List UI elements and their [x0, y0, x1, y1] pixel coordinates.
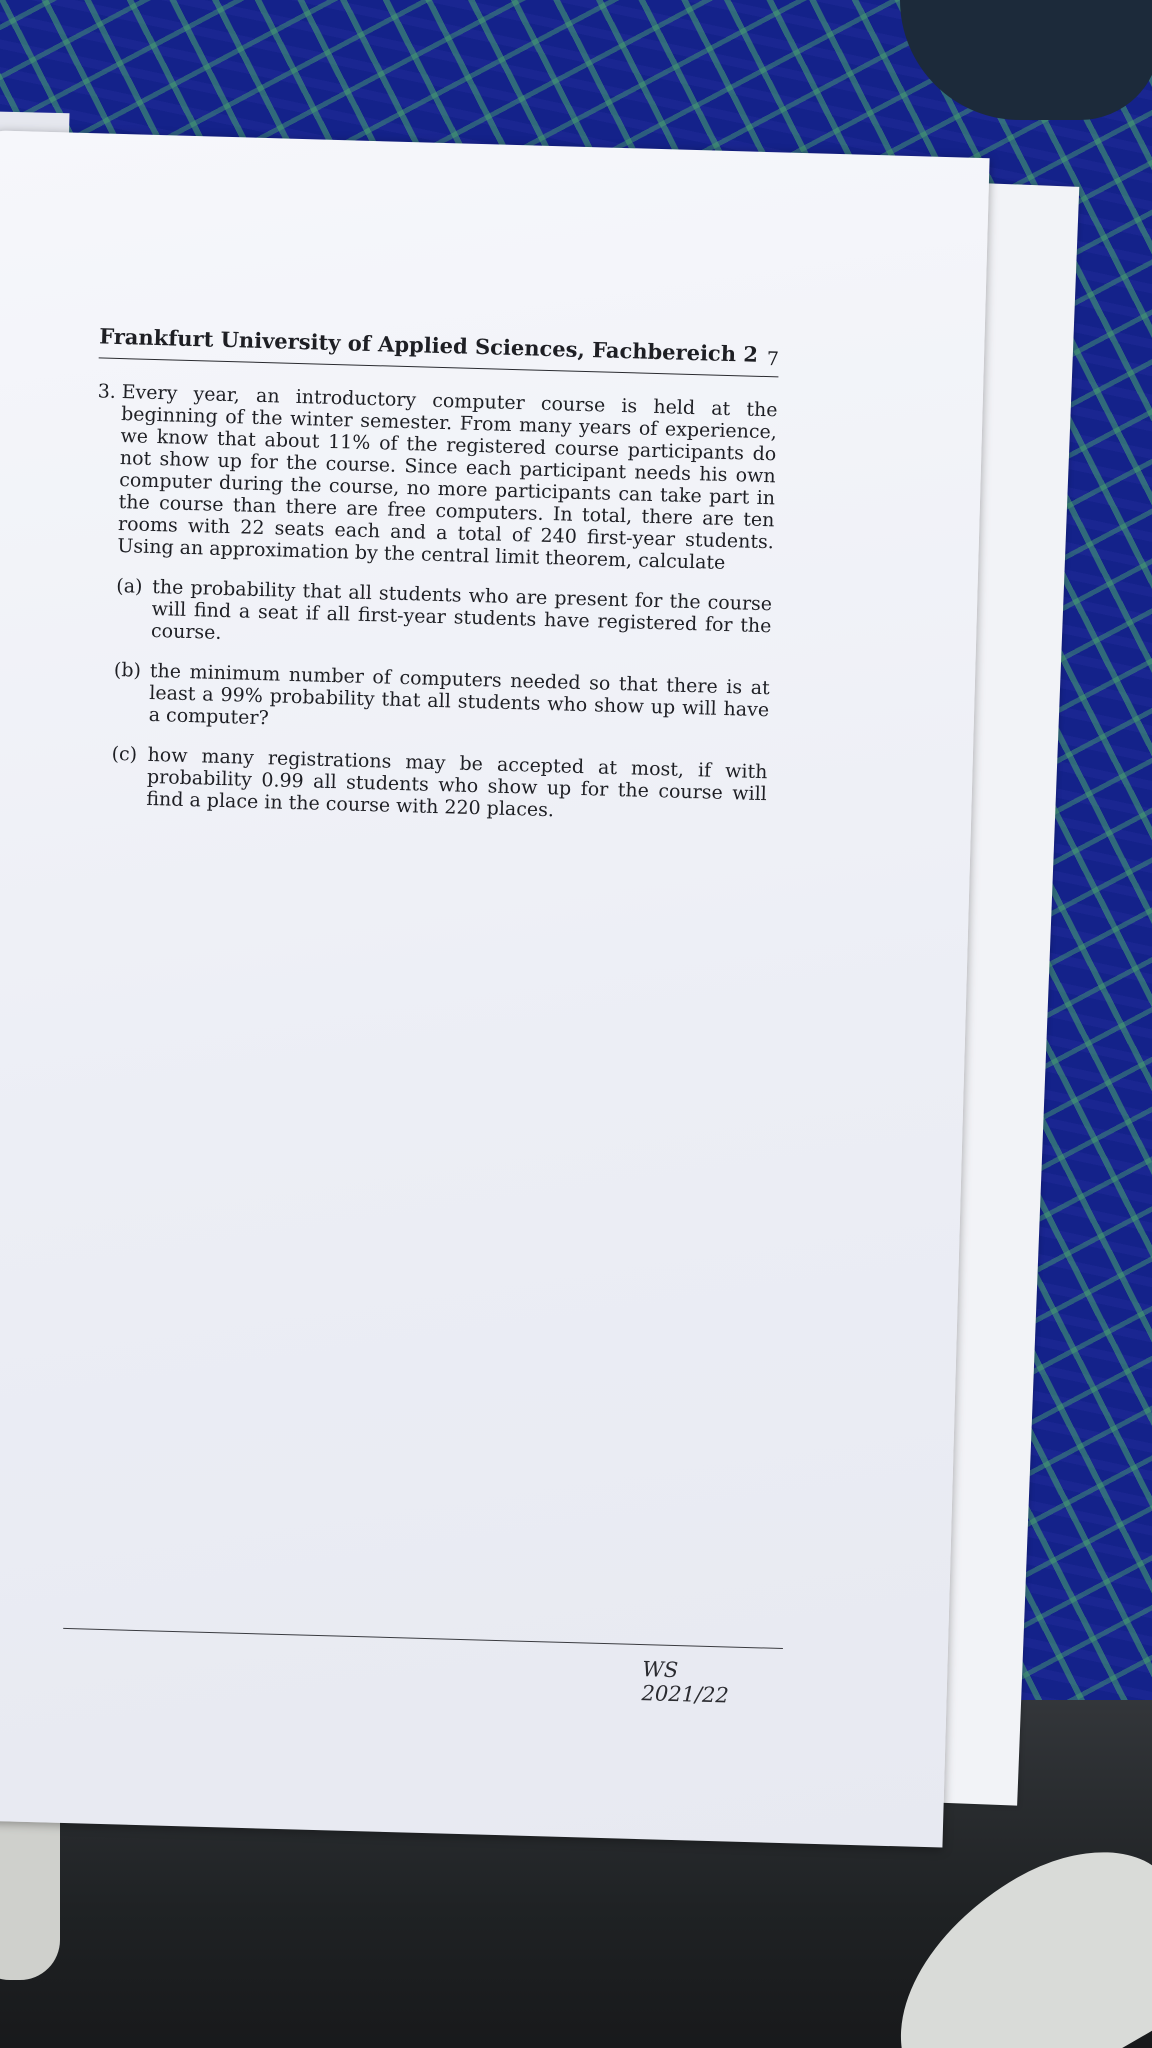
header-title: Frankfurt University of Applied Sciences, Fachbereich 2: [98, 323, 759, 367]
subpart-text: the minimum number of computers needed so that there is at least a 99% probability that all students who show up will have a computer?: [148, 659, 771, 730]
problem-text: Every year, an introductory computer course is held at the beginning of the winter semester. From many years of experience, we know that about 11% of the registered course participants do not show up for the course. Since each participant needs his own computer during the course, no more participants can take part in the course than there are free computers. In total, there are ten rooms with 22 seats each and a total of 240 first-year students. Using an approximation by the central limit theorem, calculate: [117, 381, 778, 574]
footer-rule: [63, 1628, 783, 1649]
problem-number: 3.: [97, 380, 117, 403]
subpart-label: (a): [116, 574, 143, 598]
page-header: [99, 323, 780, 377]
subpart-a: [91, 574, 773, 659]
subpart-b: [88, 658, 770, 743]
subpart-text: the probability that all students who are present for the course will find a seat if all first-year students have registered for the course.: [150, 575, 773, 644]
footer-semester: WS 2021/22: [641, 1657, 730, 1708]
page-number: 7: [766, 348, 780, 371]
subpart-text: how many registrations may be accepted at most, if with probability 0.99 all students who show up for the course will find a place in the course with 220 places.: [146, 743, 768, 822]
subpart-c: [86, 742, 768, 827]
subpart-label: (b): [113, 658, 142, 682]
subpart-label: (c): [111, 742, 138, 766]
problem-3: [93, 380, 778, 575]
page-content: [86, 323, 780, 1708]
exercise-sheet: [0, 130, 990, 1848]
